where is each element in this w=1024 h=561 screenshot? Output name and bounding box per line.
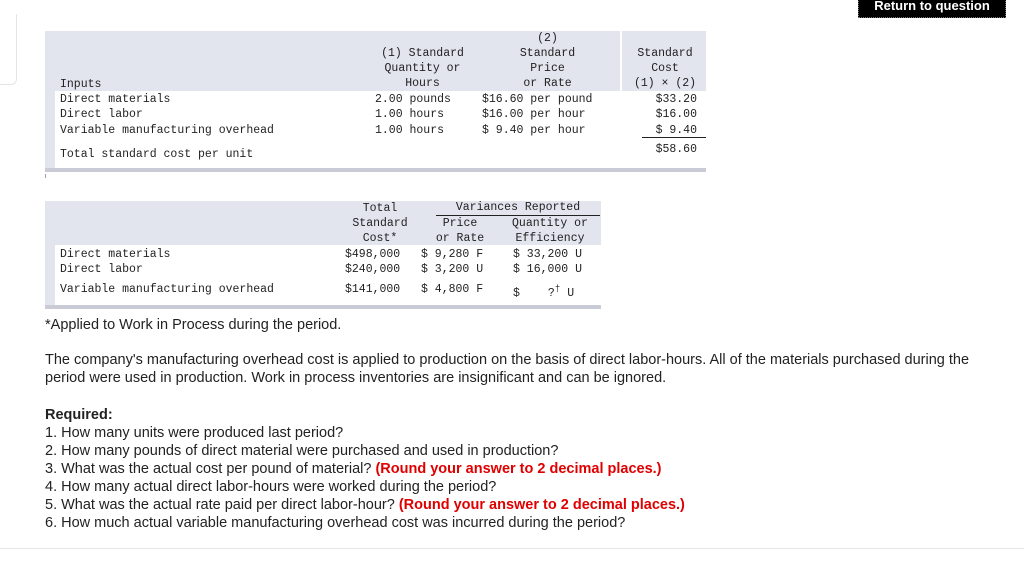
footnote: *Applied to Work in Process during the period. xyxy=(45,317,342,333)
row-price-variance: $ 9,280 F xyxy=(421,248,484,261)
header-total-standard-cost: Total Standard Cost* xyxy=(352,202,408,245)
question-item: 5. What was the actual rate paid per direct labor-hour? (Round your answer to 2 decimal places.) xyxy=(45,497,685,513)
row-label: Direct labor xyxy=(60,108,143,121)
header-variances-reported: Variances Reported xyxy=(436,200,600,216)
problem-paragraph: The company's manufacturing overhead cost is applied to production on the basis of direct labor-hours. All of the materials purchased during the period were used in production. Work in process inventories are insignificant and can be ignored. xyxy=(45,352,970,386)
row-label: Variable manufacturing overhead xyxy=(60,124,274,137)
row-price: $16.00 per hour xyxy=(482,108,586,121)
header-price-rate: Price or Rate xyxy=(435,217,485,245)
row-label: Direct materials xyxy=(60,93,171,106)
questions-list xyxy=(45,424,685,532)
row-label: Direct materials xyxy=(60,248,171,261)
row-quantity: 1.00 hours xyxy=(375,124,445,137)
row-label: Direct labor xyxy=(60,263,143,276)
row-quantity-variance: $ 16,000 U xyxy=(513,263,583,276)
row-price-variance: $ 4,800 F xyxy=(421,283,484,296)
question-item: 3. What was the actual cost per pound of material? (Round your answer to 2 decimal places.) xyxy=(45,461,662,477)
total-label: Total standard cost per unit xyxy=(60,148,254,161)
row-cost: $ 9.40 xyxy=(655,124,697,137)
required-heading: Required: xyxy=(45,407,113,423)
row-quantity: 1.00 hours xyxy=(375,108,445,121)
header-standard-quantity: (1) Standard Quantity or Hours xyxy=(381,47,464,90)
question-item: 1. How many units were produced last period? xyxy=(45,425,344,441)
row-price-variance: $ 3,200 U xyxy=(421,263,484,276)
row-quantity-variance-unknown: $ ?† U xyxy=(513,284,575,300)
question-item: 2. How many pounds of direct material were purchased and used in production? xyxy=(45,443,559,459)
total-value: $58.60 xyxy=(655,143,697,156)
divider xyxy=(0,548,1024,549)
row-total: $498,000 xyxy=(345,248,401,261)
row-price: $16.60 per pound xyxy=(482,93,593,106)
question-item: 6. How much actual variable manufacturing overhead cost was incurred during the period? xyxy=(45,515,626,531)
inputs-label: Inputs xyxy=(60,78,102,91)
row-total: $141,000 xyxy=(345,283,401,296)
question-item: 4. How many actual direct labor-hours were worked during the period? xyxy=(45,479,497,495)
previous-panel-edge xyxy=(0,14,17,85)
row-cost: $33.20 xyxy=(655,93,697,106)
return-to-question-button[interactable]: Return to question xyxy=(858,0,1006,18)
row-price: $ 9.40 per hour xyxy=(482,124,586,137)
row-quantity-variance: $ 33,200 U xyxy=(513,248,583,261)
header-standard-cost: Standard Cost (1) × (2) xyxy=(633,47,697,90)
row-label: Variable manufacturing overhead xyxy=(60,283,274,296)
header-standard-price: (2) Standard Price or Rate xyxy=(519,32,576,90)
row-quantity: 2.00 pounds xyxy=(375,93,451,106)
row-total: $240,000 xyxy=(345,263,401,276)
header-quantity-efficiency: Quantity or Efficiency xyxy=(512,217,588,245)
row-cost: $16.00 xyxy=(655,108,697,121)
